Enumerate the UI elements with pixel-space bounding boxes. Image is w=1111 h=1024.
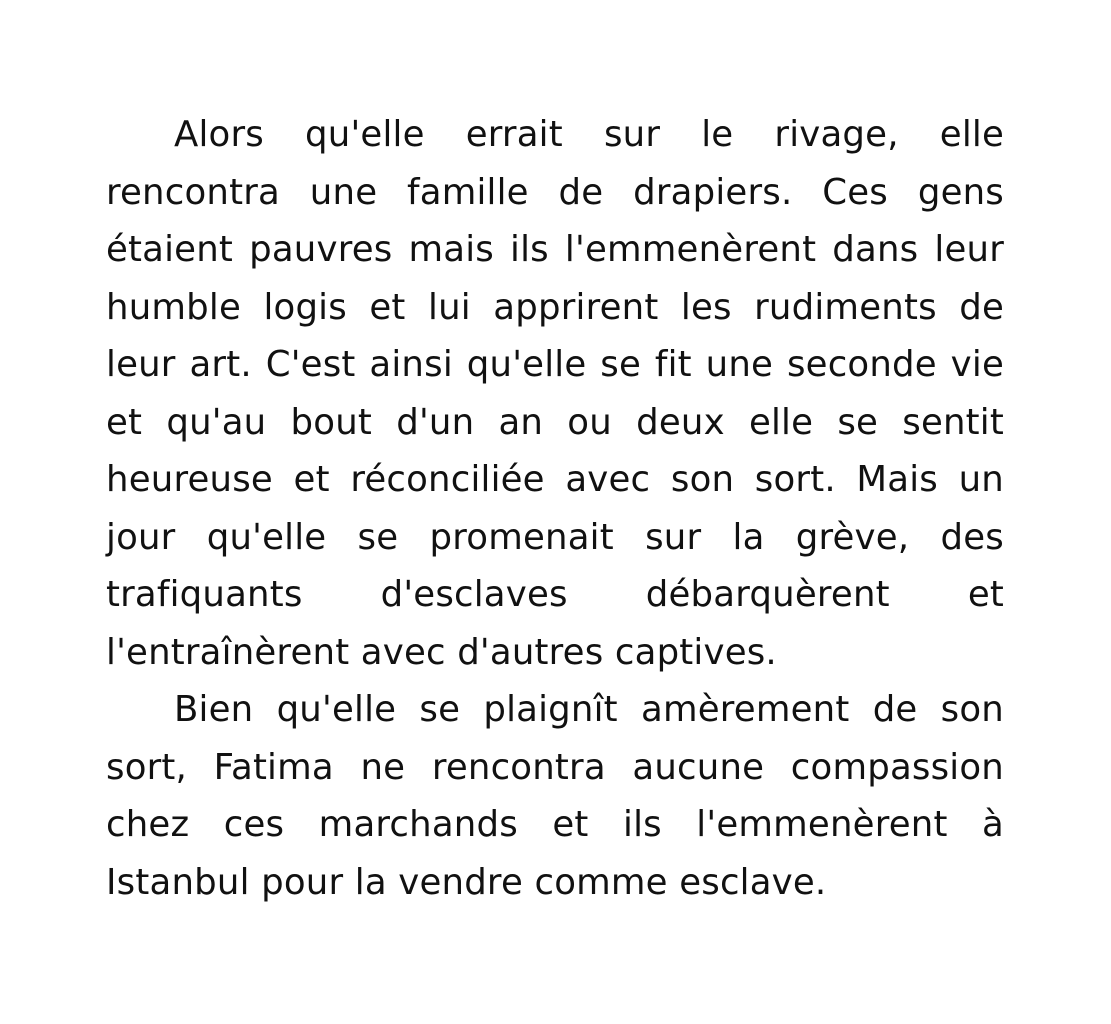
- paragraph-2: Bien qu'elle se plaignît amèrement de son sort, Fatima ne rencontra aucune compassion chez ces marchands et ils l'emmenèrent à Istanbul pour la vendre comme esclave.: [106, 689, 1004, 903]
- page-text: [106, 106, 1004, 911]
- paragraph-1: Alors qu'elle errait sur le rivage, elle rencontra une famille de drapiers. Ces gens étaient pauvres mais ils l'emmenèrent dans leur humble logis et lui apprirent les rudiments de leur art. C'est ainsi qu'elle se fit une seconde vie et qu'au bout d'un an ou deux elle se sentit heureuse et réconciliée avec son sort. Mais un jour qu'elle se promenait sur la grève, des trafiquants d'esclaves débarquèrent et l'entraînèrent avec d'autres captives.: [106, 114, 1004, 673]
